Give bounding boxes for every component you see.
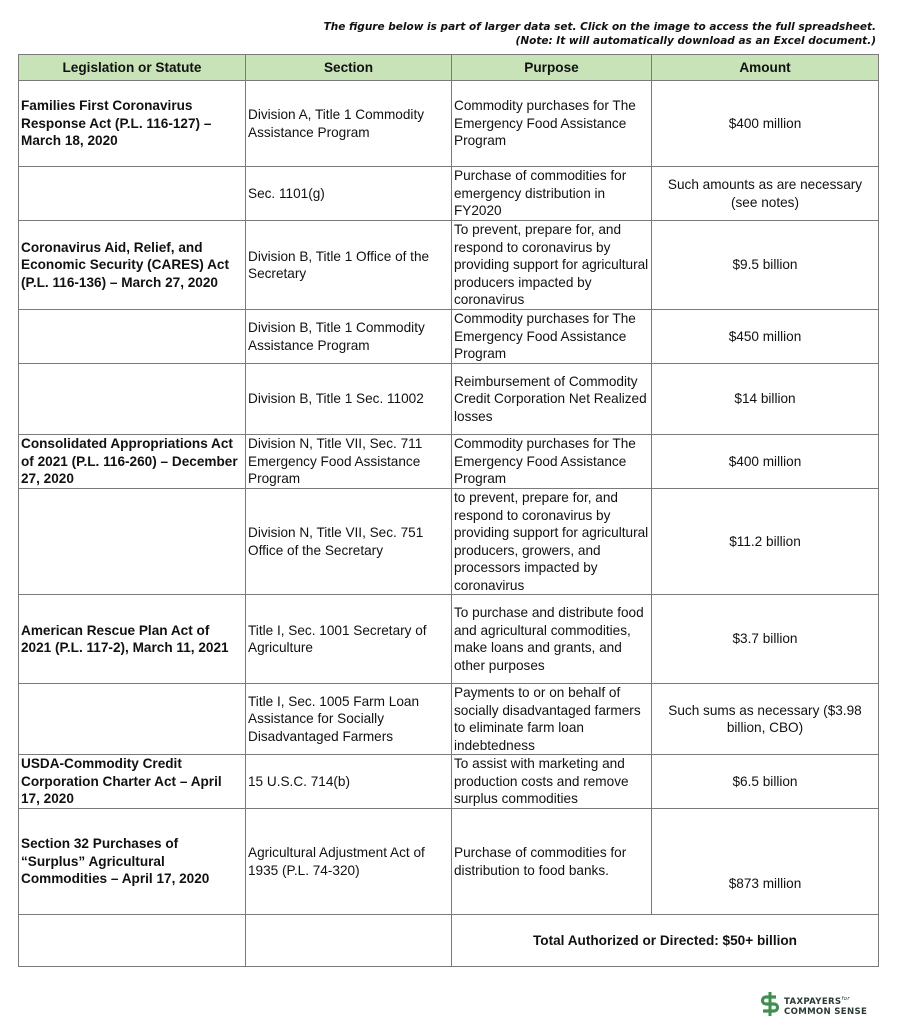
section-cell: Division B, Title 1 Commodity Assistance Program bbox=[246, 310, 452, 364]
total-cell: Total Authorized or Directed: $50+ billion bbox=[452, 915, 879, 967]
table-row bbox=[19, 221, 879, 310]
table-row bbox=[19, 364, 879, 435]
amount-cell: $9.5 billion bbox=[652, 221, 879, 310]
legislation-cell: Families First Coronavirus Response Act (P.L. 116-127) – March 18, 2020 bbox=[19, 81, 246, 167]
amount-cell: $873 million bbox=[652, 809, 879, 915]
table-row bbox=[19, 167, 879, 221]
section-cell: Division B, Title 1 Office of the Secretary bbox=[246, 221, 452, 310]
section-cell: Division N, Title VII, Sec. 751 Office of the Secretary bbox=[246, 489, 452, 595]
amount-cell: $450 million bbox=[652, 310, 879, 364]
legislation-cell: American Rescue Plan Act of 2021 (P.L. 117-2), March 11, 2021 bbox=[19, 595, 246, 684]
amount-cell: $400 million bbox=[652, 435, 879, 489]
amount-cell: $3.7 billion bbox=[652, 595, 879, 684]
table-header-row bbox=[19, 55, 879, 81]
purpose-cell: Commodity purchases for The Emergency Food Assistance Program bbox=[452, 310, 652, 364]
note-line-1: The figure below is part of larger data set. Click on the image to access the full spreadsheet. bbox=[323, 21, 876, 33]
header-legislation: Legislation or Statute bbox=[19, 55, 246, 81]
table-row bbox=[19, 684, 879, 755]
legislation-table[interactable] bbox=[18, 54, 879, 967]
legislation-cell: USDA-Commodity Credit Corporation Charter Act – April 17, 2020 bbox=[19, 755, 246, 809]
total-row bbox=[19, 915, 879, 967]
note-line-2: (Note: It will automatically download as an Excel document.) bbox=[515, 35, 876, 47]
legislation-cell bbox=[19, 167, 246, 221]
logo-for: for bbox=[841, 996, 850, 1002]
amount-cell: $400 million bbox=[652, 81, 879, 167]
purpose-cell: to prevent, prepare for, and respond to coronavirus by providing support for agricultural producers, growers, and processors impacted by coronavirus bbox=[452, 489, 652, 595]
section-cell: Division A, Title 1 Commodity Assistance Program bbox=[246, 81, 452, 167]
legislation-cell bbox=[19, 310, 246, 364]
table-row bbox=[19, 755, 879, 809]
legislation-cell bbox=[19, 684, 246, 755]
logo-line-1: TAXPAYERS bbox=[784, 996, 842, 1007]
section-cell: Title I, Sec. 1001 Secretary of Agriculture bbox=[246, 595, 452, 684]
section-cell: Sec. 1101(g) bbox=[246, 167, 452, 221]
legislation-cell: Consolidated Appropriations Act of 2021 (P.L. 116-260) – December 27, 2020 bbox=[19, 435, 246, 489]
amount-cell: Such sums as necessary ($3.98 billion, CBO) bbox=[652, 684, 879, 755]
total-blank-cell bbox=[19, 915, 246, 967]
purpose-cell: To purchase and distribute food and agricultural commodities, make loans and grants, and other purposes bbox=[452, 595, 652, 684]
taxpayers-logo[interactable] bbox=[760, 992, 880, 1016]
legislation-cell: Section 32 Purchases of “Surplus” Agricultural Commodities – April 17, 2020 bbox=[19, 809, 246, 915]
table-row bbox=[19, 595, 879, 684]
header-amount: Amount bbox=[652, 55, 879, 81]
section-cell: Division B, Title 1 Sec. 11002 bbox=[246, 364, 452, 435]
purpose-cell: To prevent, prepare for, and respond to coronavirus by providing support for agricultural producers impacted by coronavirus bbox=[452, 221, 652, 310]
header-purpose: Purpose bbox=[452, 55, 652, 81]
amount-cell: $11.2 billion bbox=[652, 489, 879, 595]
legislation-cell bbox=[19, 364, 246, 435]
section-cell: Agricultural Adjustment Act of 1935 (P.L. 74-320) bbox=[246, 809, 452, 915]
purpose-cell: Commodity purchases for The Emergency Food Assistance Program bbox=[452, 435, 652, 489]
amount-cell: $6.5 billion bbox=[652, 755, 879, 809]
table-row bbox=[19, 489, 879, 595]
section-cell: Title I, Sec. 1005 Farm Loan Assistance for Socially Disadvantaged Farmers bbox=[246, 684, 452, 755]
dollar-logo-icon bbox=[760, 992, 780, 1016]
purpose-cell: Purchase of commodities for emergency distribution in FY2020 bbox=[452, 167, 652, 221]
spreadsheet-note bbox=[324, 20, 876, 48]
section-cell: Division N, Title VII, Sec. 711 Emergency Food Assistance Program bbox=[246, 435, 452, 489]
purpose-cell: Commodity purchases for The Emergency Food Assistance Program bbox=[452, 81, 652, 167]
logo-text bbox=[784, 994, 867, 1017]
logo-line-2: COMMON SENSE bbox=[784, 1006, 868, 1017]
header-section: Section bbox=[246, 55, 452, 81]
legislation-cell bbox=[19, 489, 246, 595]
table-row bbox=[19, 310, 879, 364]
legislation-cell: Coronavirus Aid, Relief, and Economic Security (CARES) Act (P.L. 116-136) – March 27, 2020 bbox=[19, 221, 246, 310]
section-cell: 15 U.S.C. 714(b) bbox=[246, 755, 452, 809]
purpose-cell: Purchase of commodities for distribution to food banks. bbox=[452, 809, 652, 915]
table-row bbox=[19, 435, 879, 489]
table-row bbox=[19, 81, 879, 167]
total-blank-cell bbox=[246, 915, 452, 967]
purpose-cell: Reimbursement of Commodity Credit Corporation Net Realized losses bbox=[452, 364, 652, 435]
amount-cell: $14 billion bbox=[652, 364, 879, 435]
table-row bbox=[19, 809, 879, 915]
amount-cell: Such amounts as are necessary (see notes) bbox=[652, 167, 879, 221]
purpose-cell: Payments to or on behalf of socially disadvantaged farmers to eliminate farm loan indebtedness bbox=[452, 684, 652, 755]
purpose-cell: To assist with marketing and production costs and remove surplus commodities bbox=[452, 755, 652, 809]
